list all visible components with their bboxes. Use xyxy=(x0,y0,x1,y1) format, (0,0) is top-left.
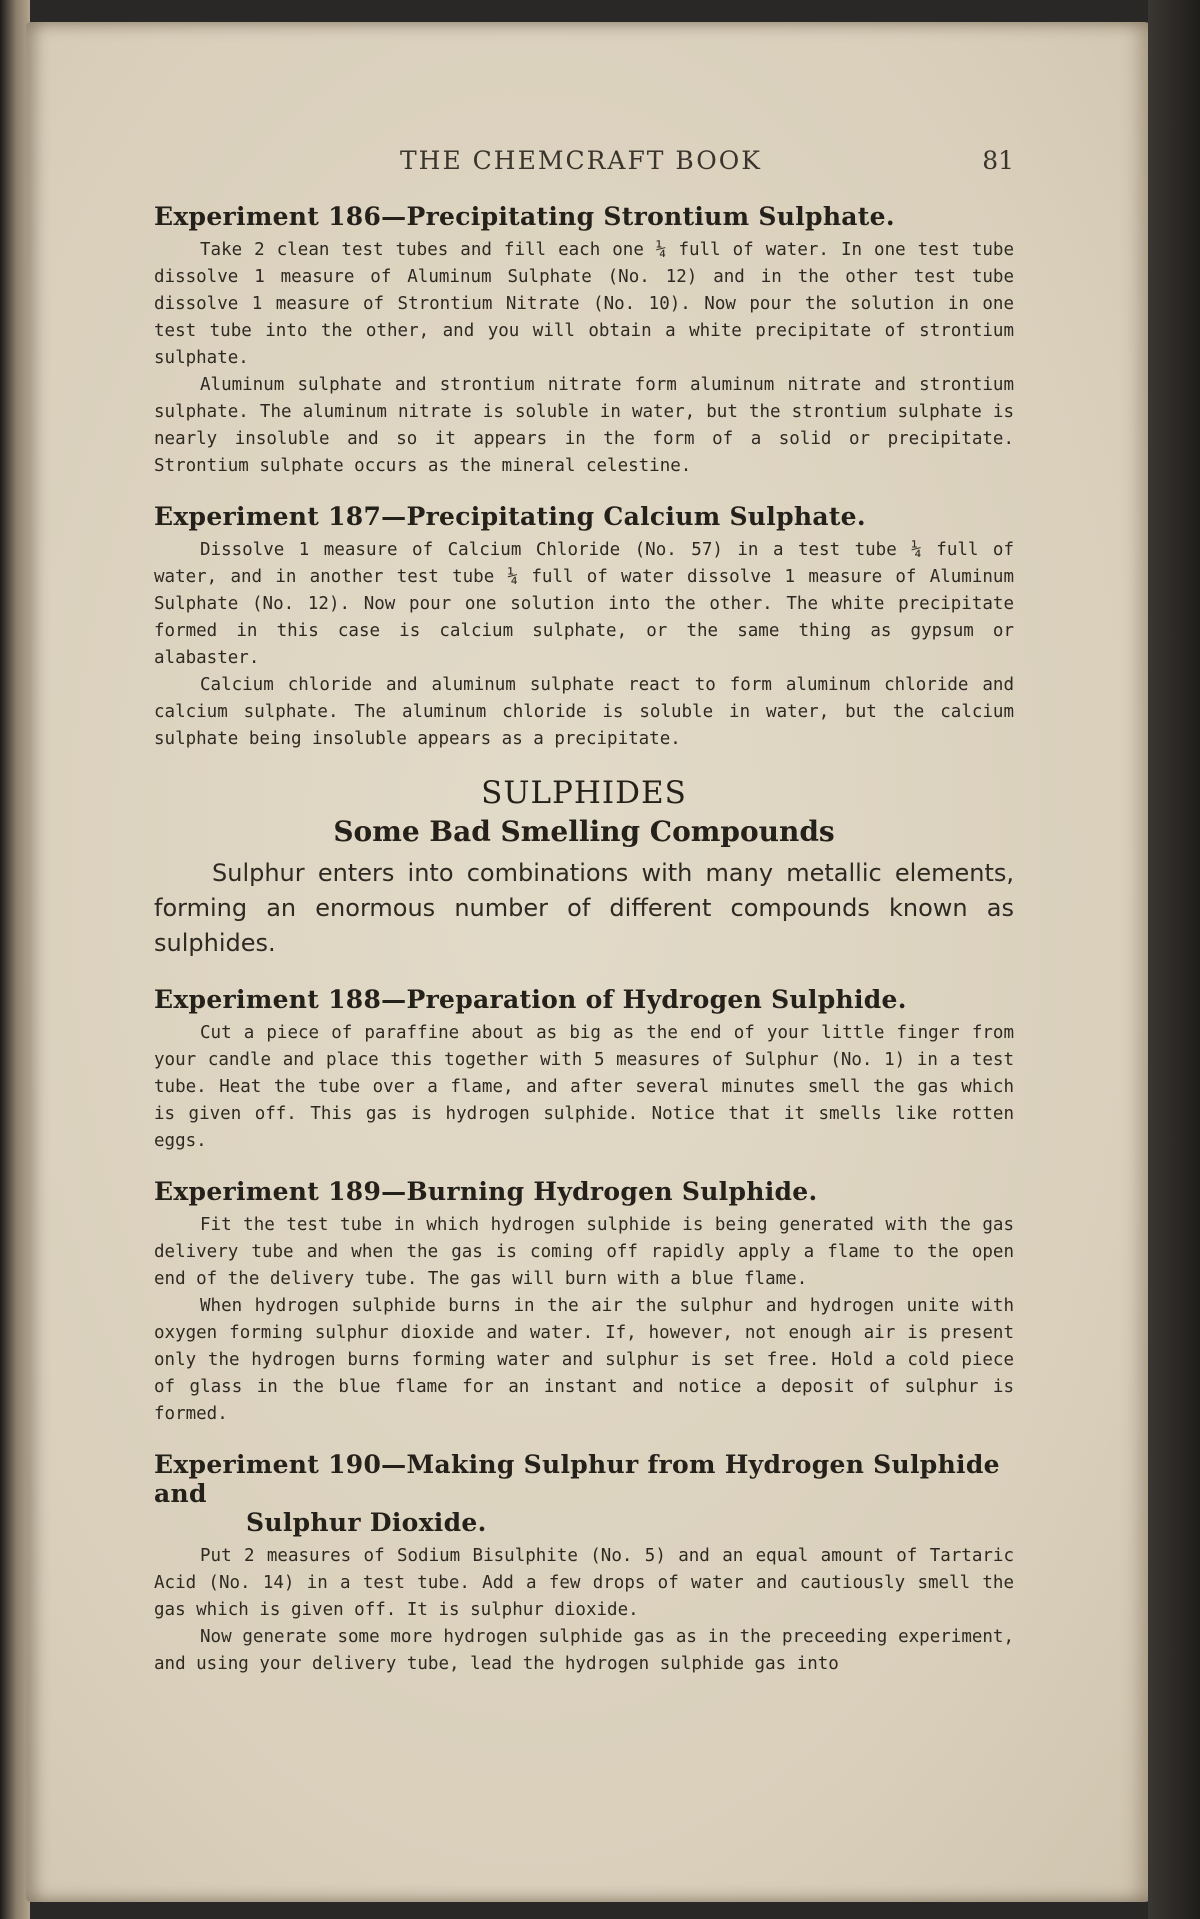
experiment-paragraph: Put 2 measures of Sodium Bisulphite (No. 5) and an equal amount of Tartaric Acid (No. 14) in a test tube. Add a few drops of water and cautiously smell the gas which is given off. It is sulphur dioxide. xyxy=(154,1546,1014,1620)
page-number: 81 xyxy=(982,146,1014,175)
experiment-189 xyxy=(154,1177,1014,1428)
page-content xyxy=(154,140,1014,1700)
book-cover-edge xyxy=(1148,0,1200,1919)
experiment-heading: Experiment 186—Precipitating Strontium Sulphate. xyxy=(154,202,895,231)
section-heading: SULPHIDES xyxy=(481,775,687,811)
experiment-190 xyxy=(154,1450,1014,1678)
section-intro: Sulphur enters into combinations with many metallic elements, forming an enormous number of different compounds known as sulphides. xyxy=(154,859,1014,957)
experiment-paragraph: Aluminum sulphate and strontium nitrate form aluminum nitrate and strontium sulphate. The aluminum nitrate is soluble in water, but the strontium sulphate is nearly insoluble and so it appears in the form of a solid or precipitate. Strontium sulphate occurs as the mineral celestine. xyxy=(154,375,1014,476)
experiment-paragraph: Calcium chloride and aluminum sulphate react to form aluminum chloride and calcium sulphate. The aluminum chloride is soluble in water, but the calcium sulphate being insoluble appears as a precipitate. xyxy=(154,675,1014,749)
experiment-paragraph: Cut a piece of paraffine about as big as the end of your little finger from your candle and place this together with 5 measures of Sulphur (No. 1) in a test tube. Heat the tube over a flame, and after several minutes smell the gas which is given off. This gas is hydrogen sulphide. Notice that it smells like rotten eggs. xyxy=(154,1023,1014,1151)
section-subheading: Some Bad Smelling Compounds xyxy=(333,815,835,848)
experiment-186 xyxy=(154,202,1014,480)
experiment-heading-line: Experiment 190—Making Sulphur from Hydrogen Sulphide and xyxy=(154,1450,1000,1508)
running-header xyxy=(154,140,1014,180)
running-title: THE CHEMCRAFT BOOK xyxy=(400,146,762,175)
experiment-paragraph: When hydrogen sulphide burns in the air the sulphur and hydrogen unite with oxygen forming sulphur dioxide and water. If, however, not enough air is present only the hydrogen burns forming water and sulphur is set free. Hold a cold piece of glass in the blue flame for an instant and notice a deposit of sulphur is formed. xyxy=(154,1296,1014,1424)
experiment-paragraph: Dissolve 1 measure of Calcium Chloride (No. 57) in a test tube ¼ full of water, and in another test tube ¼ full of water dissolve 1 measure of Aluminum Sulphate (No. 12). Now pour one solution into the other. The white precipitate formed in this case is calcium sulphate, or the same thing as gypsum or alabaster. xyxy=(154,540,1014,668)
experiment-heading-continuation: Sulphur Dioxide. xyxy=(246,1508,487,1537)
experiment-paragraph: Take 2 clean test tubes and fill each one ¼ full of water. In one test tube dissolve 1 measure of Aluminum Sulphate (No. 12) and in the other test tube dissolve 1 measure of Strontium Nitrate (No. 10). Now pour the solution in one test tube into the other, and you will obtain a white precipitate of strontium sulphate. xyxy=(154,240,1014,368)
experiment-heading xyxy=(154,1450,1014,1537)
experiment-paragraph: Now generate some more hydrogen sulphide gas as in the preceeding experiment, and using your delivery tube, lead the hydrogen sulphide gas into xyxy=(154,1627,1014,1674)
experiment-heading: Experiment 188—Preparation of Hydrogen Sulphide. xyxy=(154,985,907,1014)
experiment-187 xyxy=(154,502,1014,753)
experiment-paragraph: Fit the test tube in which hydrogen sulphide is being generated with the gas delivery tube and when the gas is coming off rapidly apply a flame to the open end of the delivery tube. The gas will burn with a blue flame. xyxy=(154,1215,1014,1289)
experiment-188 xyxy=(154,985,1014,1155)
experiment-heading: Experiment 189—Burning Hydrogen Sulphide. xyxy=(154,1177,818,1206)
experiment-heading: Experiment 187—Precipitating Calcium Sulphate. xyxy=(154,502,866,531)
